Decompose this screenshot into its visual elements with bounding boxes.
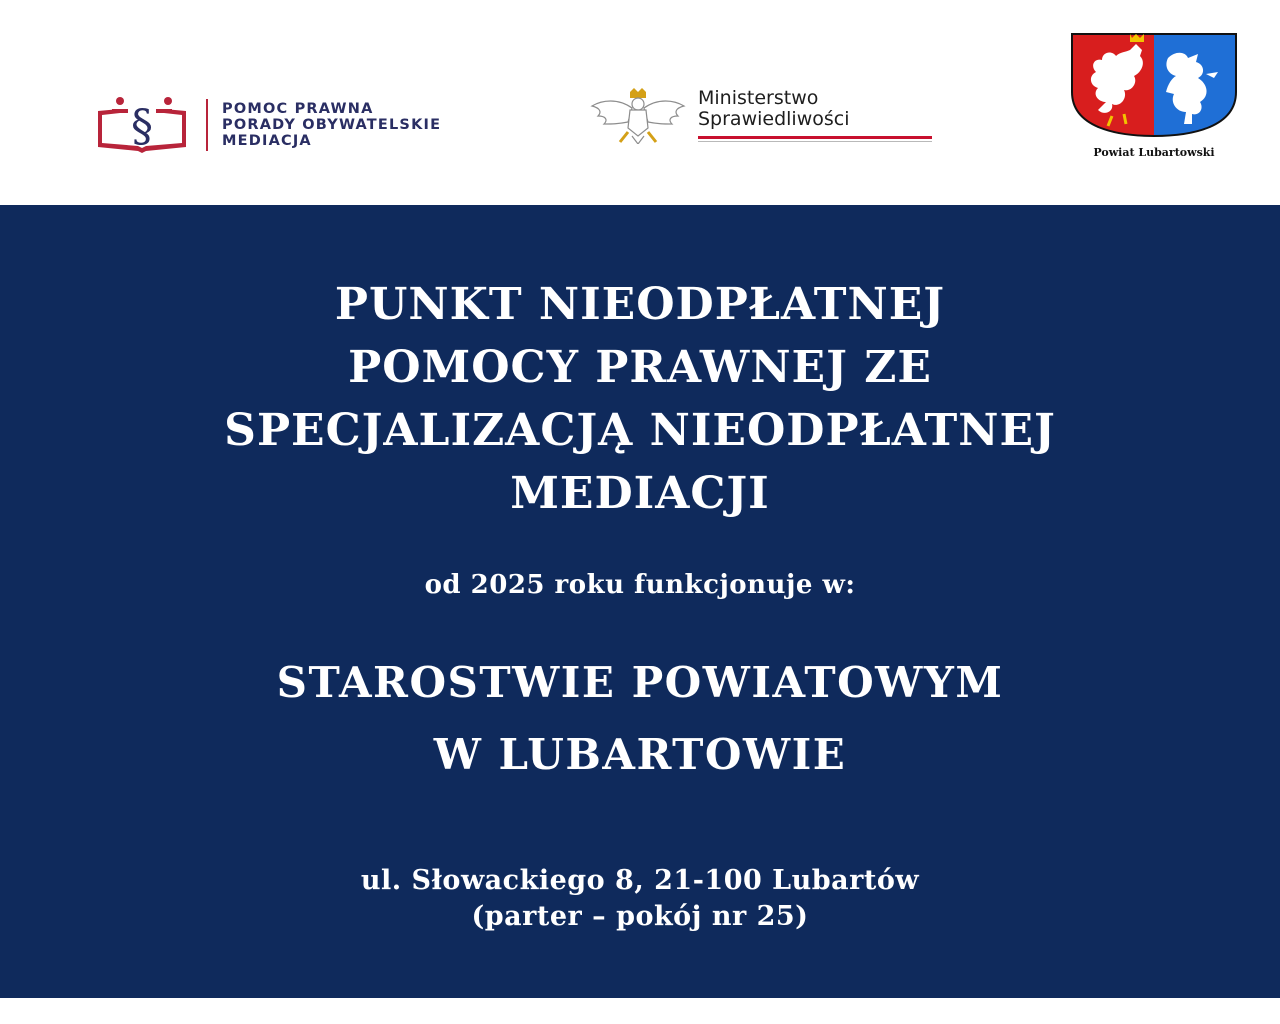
pomoc-line-1: POMOC PRAWNA (222, 101, 374, 117)
bottom-margin (0, 998, 1280, 1024)
coat-of-arms-icon (1068, 32, 1240, 138)
book-paragraph-icon (90, 95, 194, 155)
headline-line-4: MEDIACJI (510, 468, 770, 519)
headline-line-3: SPECJALIZACJĄ NIEODPŁATNEJ (224, 405, 1056, 456)
white-eagle-icon (588, 88, 688, 144)
ministry-logo (588, 88, 932, 144)
address-street: ul. Słowackiego 8, 21-100 Lubartów (360, 865, 920, 896)
powiat-caption: Powiat Lubartowski (1093, 146, 1215, 159)
announcement-panel (0, 205, 1280, 998)
logo-divider (206, 99, 208, 151)
location-name (0, 647, 1280, 791)
location-line-1: STAROSTWIE POWIATOWYM (276, 658, 1004, 707)
powiat-lubartowski-logo (1068, 32, 1240, 159)
ministry-line-1: Ministerstwo (698, 87, 819, 109)
header-bar (0, 0, 1280, 205)
ministry-red-rule (698, 136, 932, 139)
headline-line-1: PUNKT NIEODPŁATNEJ (334, 279, 946, 330)
pomoc-prawna-text (222, 101, 441, 149)
ministry-name (698, 88, 932, 130)
pomoc-line-2: PORADY OBYWATELSKIE (222, 117, 442, 133)
announcement-headline (0, 273, 1280, 525)
pomoc-prawna-logo (90, 93, 441, 157)
address-room: (parter – pokój nr 25) (471, 901, 809, 932)
ministry-grey-rule (698, 141, 932, 142)
svg-text:§: § (131, 101, 153, 152)
address-block (0, 863, 1280, 935)
ministry-line-2: Sprawiedliwości (698, 108, 850, 130)
headline-line-2: POMOCY PRAWNEJ ZE (348, 342, 932, 393)
intro-text: od 2025 roku funkcjonuje w: (424, 570, 856, 600)
location-line-2: W LUBARTOWIE (433, 730, 847, 779)
pomoc-line-3: MEDIACJA (222, 133, 312, 149)
ministry-text-block (688, 88, 932, 142)
